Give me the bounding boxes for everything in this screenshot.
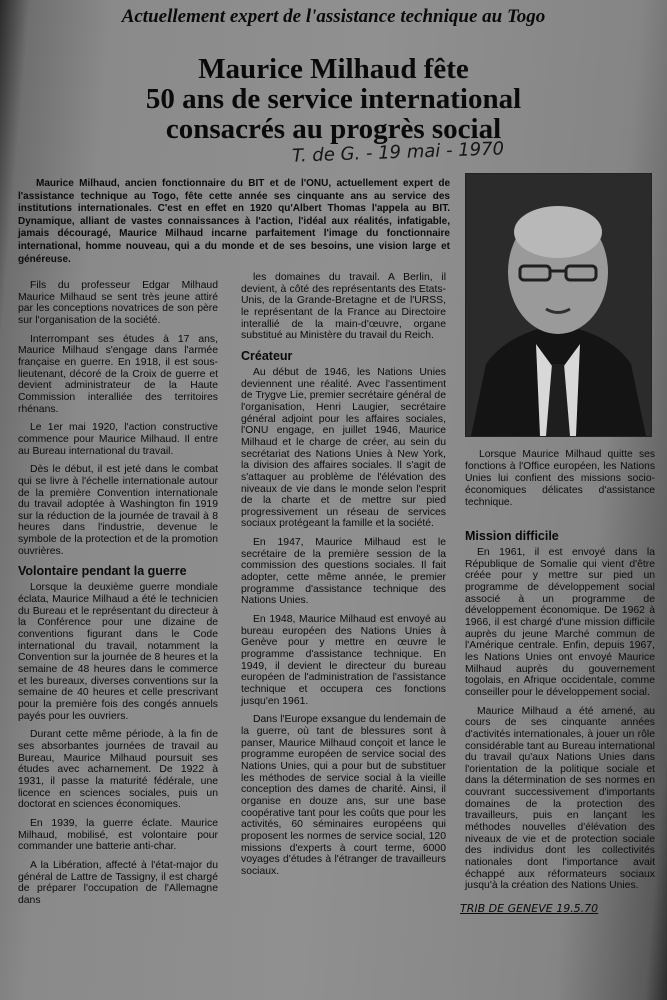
intro-paragraph: Maurice Milhaud, ancien fonctionnaire du BIT et de l'ONU, actuellement expert de l'assistance technique au Togo, fête cette année ses cinquante ans au service des institutions internationales. C'est en effet en 1920 qu'Albert Thomas l'appela au BIT. Dynamique, alliant de vastes connaissances à l'action, l'idéal aux réalités, infatigable, jamais découragé, Maurice Milhaud incarne parfaitement l'image du fonctionnaire international, homme nouveau, qui a du monde et de ses besoins, une vision large et généreuse.: [18, 178, 450, 265]
column-paragraph: En 1961, il est envoyé dans la République de Somalie qui vient d'être créée pour y mettre sur pied un programme de développement social associé à un programme de développement économique. De 1962 à 1966, il est chargé d'une mission difficile auprès du jeune Marché commun de l'Amérique centrale. Enfin, depuis 1967, les Nations Unies ont envoyé Maurice Milhaud auprès du gouvernement togolais, en Afrique occidentale, comme conseiller pour le développement social.: [465, 547, 655, 698]
column-paragraph: Dès le début, il est jeté dans le combat qui se livre à l'échelle internationale autour de la première Convention internationale du travail adoptée à Washington fin 1919 sur la réduction de la journée de travail à 8 heures dans l'industrie, devenue le symbole de la protection et de la promotion ouvrières.: [18, 464, 218, 557]
photo-caption: Lorsque Maurice Milhaud quitte ses fonctions à l'Office européen, les Nations Unies lui confient des missions socio-économiques délicates d'assistance technique.: [465, 449, 655, 508]
column-paragraph: Au début de 1946, les Nations Unies deviennent une réalité. Avec l'assentiment de Trygve Lie, premier secrétaire général de l'organisation, Henri Laugier, secrétaire général adjoint pour les affaires sociales, l'ONU engage, en juillet 1946, Maurice Milhaud et le charge de créer, au sein du secrétariat des Nations Unies à New York, la division des affaires sociales. Il s'agit de s'attaquer au problème de l'élévation des niveaux de vie dans le monde selon l'esprit de la charte et de mettre sur pied progressivement un réseau de services sociaux protégeant la famille et la société.: [241, 366, 446, 530]
headline: [0, 54, 667, 144]
column-paragraph: Interrompant ses études à 17 ans, Maurice Milhaud s'engage dans l'armée française en guerre. En 1918, il est sous-lieutenant, décoré de la Croix de guerre et devient administrateur de la Haute Commission interalliée des territoires rhénans.: [18, 333, 218, 415]
portrait-illustration: [466, 174, 651, 436]
subheading-createur: Créateur: [241, 348, 293, 363]
column-paragraph: Le 1er mai 1920, l'action constructive commence pour Maurice Milhaud. Il entre au Bureau international du travail.: [18, 422, 218, 457]
column-paragraph: Fils du professeur Edgar Milhaud Maurice Milhaud se sent très jeune attiré par les conceptions novatrices de son père sur l'organisation de la société.: [18, 280, 218, 326]
portrait-photo: [465, 173, 652, 437]
article-column-3: [465, 522, 655, 899]
column-paragraph: Dans l'Europe exsangue du lendemain de la guerre, où tant de blessures sont à panser, Maurice Milhaud conçoit et lance le programme européen de service social des Nations Unies, qui a pour but de substituer les méthodes de service social à la vieille conception des dames de charité. Ainsi, il organise en douze ans, sur une base coopérative tant pour les coûts que pour les activités, 60 séminaires européens qui proposent les normes de service social, 120 missions d'experts à court terme, 6000 voyages d'études à l'étranger de travailleurs sociaux.: [241, 714, 446, 877]
headline-line-2: 50 ans de service international: [145, 83, 522, 115]
column-paragraph: A la Libération, affecté à l'état-major du général de Lattre de Tassigny, il est chargé de préparer l'occupation de l'Allemagne dans: [18, 859, 218, 906]
column-paragraph: En 1947, Maurice Milhaud est le secrétaire de la première session de la commission des questions sociales. Il fait adopter, cette même année, le premier programme d'assistance technique des Nations Unies.: [241, 537, 446, 607]
headline-line-1: Maurice Milhaud fête: [198, 53, 469, 85]
kicker-line: Actuellement expert de l'assistance technique au Togo: [121, 6, 546, 27]
column-paragraph: Durant cette même période, à la fin de ses absorbantes journées de travail au Bureau, Maurice Milhaud poursuit ses études avec acharnement. De 1922 à 1931, il passe la maturité fédérale, une licence en sciences sociales, puis un doctorat en sciences économiques.: [18, 729, 218, 811]
column-paragraph: Maurice Milhaud a été amené, au cours de ses cinquante années d'activités internationales, à jouer un rôle considérable tant au Bureau international du travail qu'aux Nations Unies dans l'orientation de la politique sociale et dans la détermination de ses normes en couvrant successivement d'importants domaines de la protection des travailleurs, puis en lançant les méthodes nouvelles d'élévation des niveaux de vie et de protection sociale des individus dont les collectivités nationales dont l'importance avait échappé aux réformateurs sociaux jusqu'à la création des Nations Unies.: [465, 705, 655, 892]
subheading-mission-difficile: Mission difficile: [465, 529, 559, 543]
handwritten-date-note: T. de G. - 19 mai - 1970: [291, 138, 505, 167]
article-column-1: [18, 280, 218, 914]
column-paragraph: En 1948, Maurice Milhaud est envoyé au bureau européen des Nations Unies à Genève pour y mettre en œuvre le programme d'assistance technique. En 1949, il devient le directeur du bureau européen de l'administration de l'assistance technique et occupera ces fonctions jusqu'en 1961.: [241, 614, 446, 707]
column-paragraph: En 1939, la guerre éclate. Maurice Milhaud, mobilisé, est volontaire pour commander une batterie anti-char.: [18, 817, 218, 853]
column-paragraph: Lorsque la deuxième guerre mondiale éclata, Maurice Milhaud a été le technicien du Bureau et le représentant du directeur à la Conférence pour une dizaine de conventions figurant dans le Code international du travail, notamment la Convention sur la journée de 8 heures et la semaine de 48 heures dans le commerce et les bureaux, diverses conventions sur la semaine de 40 heures et celle prescrivant pour la première fois des congés annuels payés pour les ouvriers.: [18, 582, 218, 722]
subheading-volontaire: Volontaire pendant la guerre: [18, 564, 187, 579]
source-signature: TRIB DE GENEVE 19.5.70: [460, 902, 599, 915]
column-paragraph: les domaines du travail. A Berlin, il devient, à côté des représentants des Etats-Unis, de la Grande-Bretagne et de l'URSS, le représentant de la France au Directoire interallié de la main-d'œuvre, organe substitué au Ministère du travail du Reich.: [241, 272, 446, 342]
article-column-2: [241, 272, 446, 885]
headline-line-3: consacrés au progrès social: [165, 113, 502, 145]
